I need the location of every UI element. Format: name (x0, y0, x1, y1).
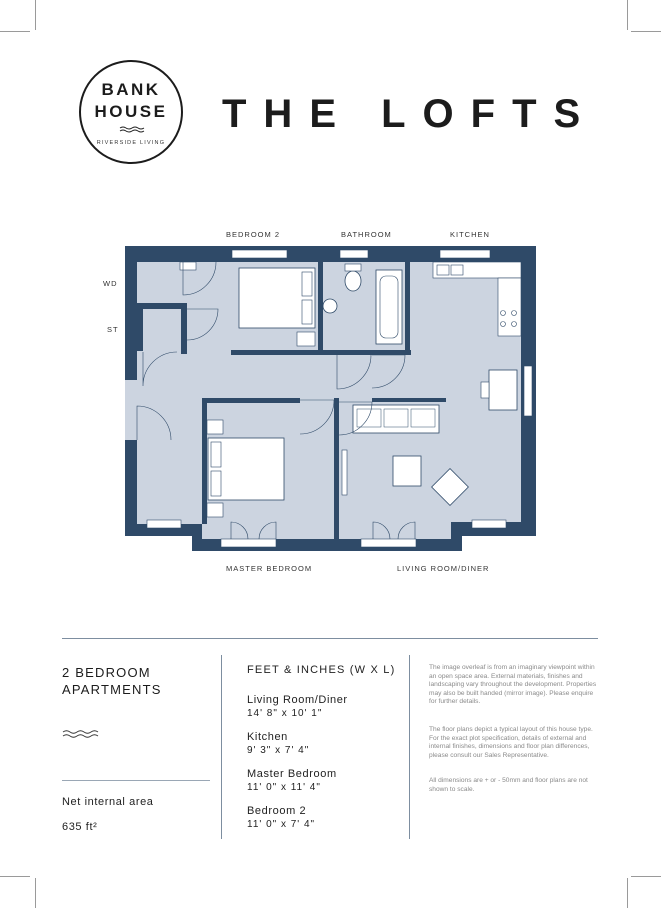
wall (137, 303, 187, 309)
bedside-table (207, 420, 223, 434)
heading-line-1: 2 BEDROOM (62, 665, 151, 680)
column-divider (221, 655, 222, 839)
net-area-value: 635 ft² (62, 821, 98, 833)
window (361, 539, 416, 547)
window (440, 250, 490, 258)
net-area-label: Net internal area (62, 796, 154, 808)
dimensions-heading: FEET & INCHES (W X L) (247, 664, 396, 676)
label-master-bedroom: MASTER BEDROOM (226, 564, 313, 573)
pillow-icon (211, 471, 221, 496)
label-st: ST (107, 325, 119, 334)
disclaimer-paragraph: The floor plans depict a typical layout of this house type. For the exact plot specification, details of external and internal finishes, dimensions and floor plan differences, please consult our Sales Representative. (429, 726, 593, 759)
dining-table-icon (489, 370, 517, 410)
window (524, 366, 532, 416)
room-size: 11' 0" x 11' 4" (247, 782, 321, 793)
basin-icon (323, 299, 337, 313)
window (472, 520, 506, 528)
kitchen-counter (498, 278, 521, 336)
logo-line-1: BANK (101, 80, 161, 99)
room-name: Living Room/Diner (247, 694, 348, 706)
wall (202, 398, 300, 403)
label-wd: WD (103, 279, 118, 288)
toilet-icon (345, 271, 361, 291)
pillow-icon (211, 442, 221, 467)
label-kitchen: KITCHEN (450, 230, 490, 239)
room-size: 9' 3" x 7' 4" (247, 745, 310, 756)
room-size: 14' 8" x 10' 1" (247, 708, 323, 719)
window (221, 539, 276, 547)
pillow-icon (302, 300, 312, 324)
area-divider (62, 780, 210, 781)
window (147, 520, 181, 528)
bedside-table (297, 332, 315, 346)
wall (202, 398, 207, 524)
disclaimer-paragraph: All dimensions are + or - 50mm and floor plans are not shown to scale. (429, 777, 588, 793)
window (232, 250, 287, 258)
bedside-table (180, 262, 196, 270)
wall (137, 303, 143, 351)
wall (318, 262, 323, 355)
logo-tagline: RIVERSIDE LIVING (96, 140, 166, 146)
toilet-cistern (345, 264, 361, 271)
wall (372, 398, 446, 402)
room-name: Bedroom 2 (247, 805, 307, 817)
wall (323, 350, 411, 355)
logo-line-2: HOUSE (94, 102, 168, 121)
wall (125, 380, 137, 440)
wall (334, 398, 339, 539)
window (340, 250, 368, 258)
room-size: 11' 0" x 7' 4" (247, 819, 316, 830)
column-divider (409, 655, 410, 839)
chair-icon (481, 382, 489, 398)
tv-unit (342, 450, 347, 495)
label-bathroom: BATHROOM (341, 230, 392, 239)
page-title: THE LOFTS (222, 92, 598, 136)
disclaimer-paragraph: The image overleaf is from an imaginary viewpoint within an open space area. External materials, finishes and landscaping vary throughout the development. Properties may also be built handed (mirror image). Please enquire for further details. (429, 664, 597, 706)
sink-icon (451, 265, 463, 275)
wall (181, 303, 187, 354)
heading-line-2: APARTMENTS (62, 682, 162, 697)
bedside-table (207, 503, 223, 517)
wave-icon (62, 729, 102, 739)
section-divider (62, 638, 598, 639)
pillow-icon (302, 272, 312, 296)
apartment-type-heading (62, 664, 162, 698)
room-name: Master Bedroom (247, 768, 337, 780)
sink-icon (437, 265, 449, 275)
label-living-room: LIVING ROOM/DINER (397, 564, 490, 573)
coffee-table-icon (393, 456, 421, 486)
room-name: Kitchen (247, 731, 288, 743)
label-bedroom-2: BEDROOM 2 (226, 230, 281, 239)
wall (405, 262, 410, 355)
